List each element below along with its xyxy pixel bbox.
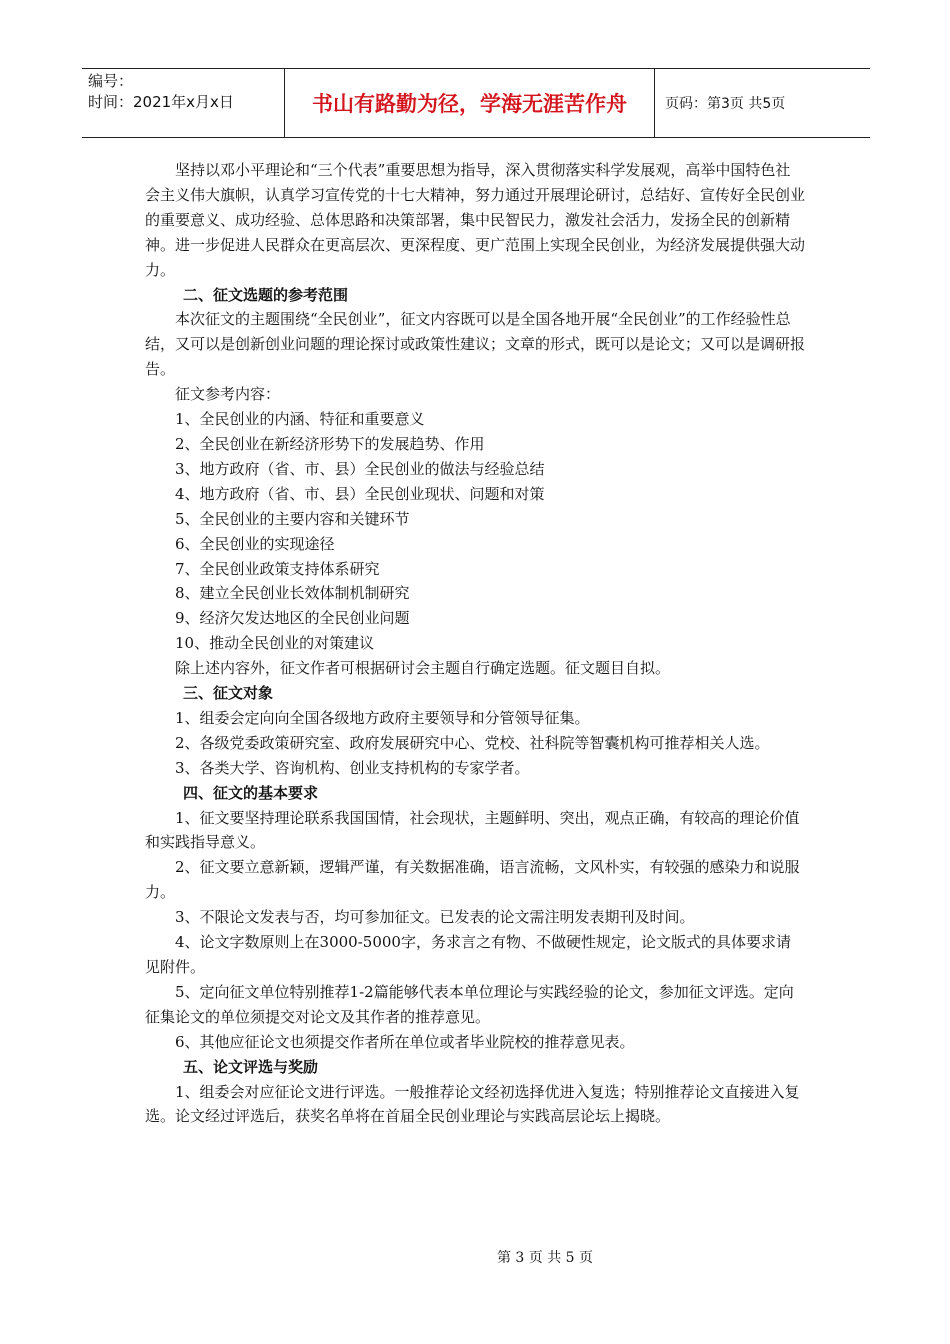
date-line: 时间：2021年x月x日 <box>88 93 234 111</box>
footer-page-number: 第 3 页 共 5 页 <box>496 1250 594 1266</box>
body-paragraph: 征文参考内容： <box>175 385 281 404</box>
body-paragraph: 3、各类大学、咨询机构、创业支持机构的专家学者。 <box>175 758 530 777</box>
body-paragraph: 除上述内容外，征文作者可根据研讨会主题自行确定选题。征文题目自拟。 <box>175 659 671 678</box>
motto-cell <box>285 69 655 137</box>
body-paragraph: 4、地方政府（省、市、县）全民创业现状、问题和对策 <box>175 484 545 503</box>
number-label: 编号： <box>88 72 134 90</box>
body-paragraph: 3、不限论文发表与否，均可参加征文。已发表的论文需注明发表期刊及时间。 <box>175 908 695 927</box>
body-paragraph: 1、组委会定向向全国各级地方政府主要领导和分管领导征集。 <box>175 708 590 727</box>
body-paragraph: 1、征文要坚持理论联系我国国情，社会现状，主题鲜明、突出，观点正确，有较高的理论价值和实践指导意义。 <box>145 808 800 852</box>
body-paragraph: 2、征文要立意新颖，逻辑严谨，有关数据准确，语言流畅，文风朴实，有较强的感染力和说服力。 <box>145 858 800 902</box>
section-heading: 四、征文的基本要求 <box>183 783 319 802</box>
body-paragraph: 2、全民创业在新经济形势下的发展趋势、作用 <box>175 434 485 453</box>
body-paragraph: 本次征文的主题围绕“全民创业”，征文内容既可以是全国各地开展“全民创业”的工作经验性总结，又可以是创新创业问题的理论探讨或政策性建议；文章的形式，既可以是论文；又可以是调研报告。 <box>145 310 806 379</box>
header-page-info: 页码：第3页 共5页 <box>665 96 786 112</box>
body-paragraph: 5、全民创业的主要内容和关键环节 <box>175 509 410 528</box>
body-paragraph: 9、经济欠发达地区的全民创业问题 <box>175 609 410 628</box>
body-paragraph: 7、全民创业政策支持体系研究 <box>175 559 380 578</box>
page-info-cell <box>655 69 870 137</box>
body-paragraph: 8、建立全民创业长效体制机制研究 <box>175 584 410 603</box>
header-motto: 书山有路勤为径，学海无涯苦作舟 <box>312 92 627 116</box>
body-paragraph: 5、定向征文单位特别推荐1-2篇能够代表本单位理论与实践经验的论文，参加征文评选。定向征集论文的单位须提交对论文及其作者的推荐意见。 <box>145 982 794 1026</box>
section-heading: 三、征文对象 <box>183 684 274 703</box>
body-paragraph: 4、论文字数原则上在3000-5000字，务求言之有物、不做硬性规定，论文版式的具体要求请见附件。 <box>145 933 791 976</box>
body-paragraph: 1、组委会对应征论文进行评选。一般推荐论文经初选择优进入复选；特别推荐论文直接进入复选。论文经过评选后，获奖名单将在首届全民创业理论与实践高层论坛上揭晓。 <box>145 1082 800 1126</box>
body-paragraph: 1、全民创业的内涵、特征和重要意义 <box>175 410 425 429</box>
body-paragraph: 3、地方政府（省、市、县）全民创业的做法与经验总结 <box>175 459 545 478</box>
body-paragraph: 6、其他应征论文也须提交作者所在单位或者毕业院校的推荐意见表。 <box>175 1032 635 1051</box>
document-body <box>145 158 805 1129</box>
body-paragraph: 6、全民创业的实现途径 <box>175 534 335 553</box>
header-meta-cell <box>82 69 285 137</box>
body-paragraph: 2、各级党委政策研究室、政府发展研究中心、党校、社科院等智囊机构可推荐相关人选。 <box>175 733 770 752</box>
page-footer <box>0 1247 950 1267</box>
section-heading: 五、论文评选与奖励 <box>183 1057 319 1076</box>
body-paragraph: 10、推动全民创业的对策建议 <box>175 634 375 653</box>
page-header <box>82 68 870 138</box>
section-heading: 二、征文选题的参考范围 <box>183 285 349 304</box>
body-paragraph: 坚持以邓小平理论和“三个代表”重要思想为指导，深入贯彻落实科学发展观，高举中国特色社会主义伟大旗帜，认真学习宣传党的十七大精神，努力通过开展理论研讨，总结好、宣传好全民创业的重要意义、成功经验、总体思路和决策部署，集中民智民力，激发社会活力，发扬全民的创新精神。进一步促进人民群众在更高层次、更深程度、更广范围上实现全民创业，为经济发展提供强大动力。 <box>145 161 806 279</box>
